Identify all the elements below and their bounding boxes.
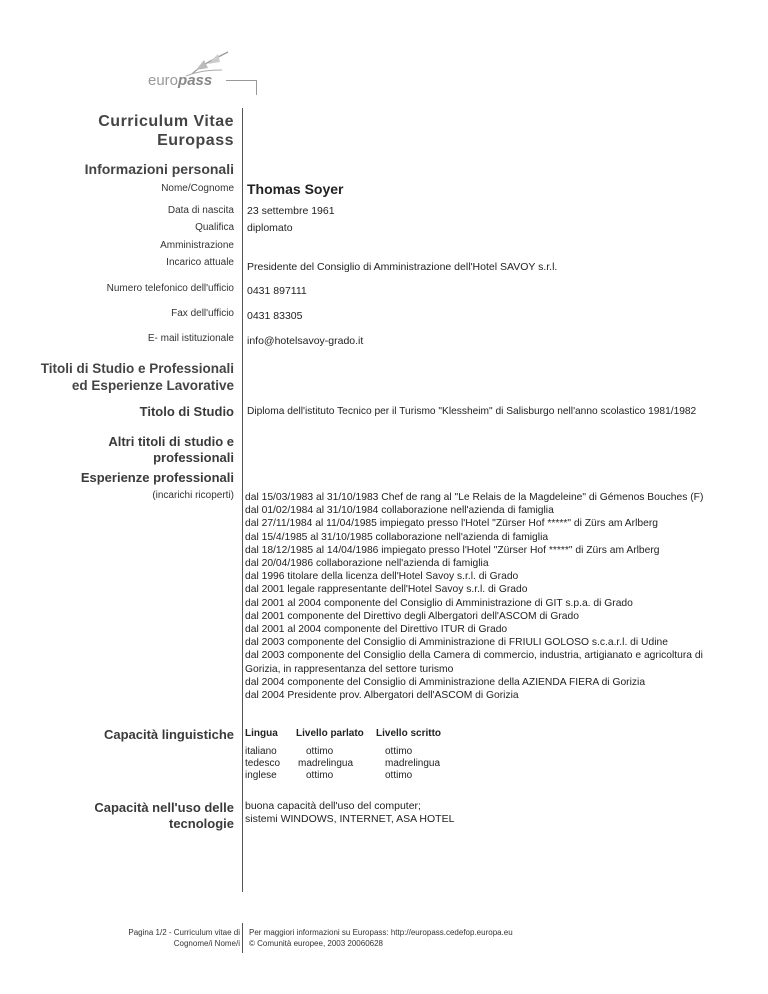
languages-col-parlato: Livello parlato <box>296 728 364 739</box>
label-data-nascita: Data di nascita <box>167 205 234 216</box>
languages-written-column <box>385 746 440 782</box>
label-fax-ufficio: Fax dell'ufficio <box>171 308 234 319</box>
footer-divider <box>242 923 243 953</box>
study-title-label: Titolo di Studio <box>139 404 234 419</box>
titles-heading-line1: Titoli di Studio e Professionali <box>40 361 234 376</box>
language-name: tedesco <box>245 758 281 769</box>
languages-spoken-column <box>298 746 354 782</box>
language-name: italiano <box>245 746 277 757</box>
language-spoken-level: ottimo <box>306 746 334 757</box>
column-divider <box>242 108 243 892</box>
languages-lang-column <box>245 746 280 782</box>
footer-left <box>128 927 240 949</box>
experience-item: dal 1996 titolare della licenza dell'Hotel Savoy s.r.l. di Grado <box>245 571 519 583</box>
label-qualifica: Qualifica <box>195 222 234 233</box>
experience-item: dal 20/04/1986 collaborazione nell'azienda di famiglia <box>245 558 489 570</box>
other-titles-line1: Altri titoli di studio e <box>108 434 234 449</box>
experience-item: dal 2001 componente del Direttivo degli Albergatori dell'ASCOM di Grado <box>245 610 579 622</box>
footer-right <box>249 927 513 949</box>
value-fax-ufficio: 0431 83305 <box>247 310 303 322</box>
experience-heading: Esperienze professionali <box>80 470 234 485</box>
value-data-nascita: 23 settembre 1961 <box>247 205 335 217</box>
value-email: info@hotelsavoy-grado.it <box>247 335 364 347</box>
experience-item: dal 2003 componente del Consiglio di Amministrazione di FRIULI GOLOSO s.c.a.r.l. di Udine <box>245 637 668 649</box>
logo-text-euro: euro <box>148 72 179 89</box>
languages-heading: Capacità linguistiche <box>103 727 234 742</box>
experience-item: dal 18/12/1985 al 14/04/1986 impiegato presso l'Hotel "Zürser Hof *****" di Zürs am Arlberg <box>245 544 660 556</box>
language-name: inglese <box>245 770 277 781</box>
tech-heading-line1: Capacità nell'uso delle <box>94 800 234 815</box>
personal-info-heading: Informazioni personali <box>84 161 234 177</box>
logo-bracket <box>226 80 257 95</box>
logo-text-pass: pass <box>178 72 213 89</box>
cv-title-line1: Curriculum Vitae <box>98 113 234 130</box>
value-telefono-ufficio: 0431 897111 <box>247 285 307 297</box>
experience-item: dal 2001 al 2004 componente del Direttivo ITUR di Grado <box>245 624 508 636</box>
experience-item: dal 2003 componente del Consiglio della Camera di commercio, industria, artigianato e agricoltura di <box>245 650 703 662</box>
experience-list <box>245 491 703 702</box>
experience-item: dal 2001 legale rappresentante dell'Hotel Savoy s.r.l. di Grado <box>245 584 528 596</box>
label-email: E- mail istituzionale <box>147 333 234 344</box>
tech-line1: buona capacità dell'uso del computer; <box>245 800 421 812</box>
experience-item: dal 27/11/1984 al 11/04/1985 impiegato presso l'Hotel "Zürser Hof *****" di Zürs am Arlberg <box>245 518 658 530</box>
footer-page-info: Pagina 1/2 - Curriculum vitae di <box>128 928 240 937</box>
value-nome-cognome: Thomas Soyer <box>247 181 344 197</box>
value-incarico-attuale: Presidente del Consiglio di Amministrazione dell'Hotel SAVOY s.r.l. <box>247 261 558 273</box>
value-qualifica: diplomato <box>247 222 293 234</box>
study-title-value: Diploma dell'istituto Tecnico per il Turismo "Klessheim" di Salisburgo nell'anno scolastico 1981/1982 <box>247 406 697 417</box>
experience-item: Gorizia, in rappresentanza del settore turismo <box>245 663 454 675</box>
experience-item: dal 2004 componente del Consiglio di Amministrazione della AZIENDA FIERA di Gorizia <box>245 676 646 688</box>
experience-item: dal 01/02/1984 al 31/10/1984 collaborazione nell'azienda di famiglia <box>245 505 554 517</box>
other-titles-line2: professionali <box>153 450 234 465</box>
language-written-level: madrelingua <box>385 758 441 769</box>
label-incarico-attuale: Incarico attuale <box>166 257 234 268</box>
language-written-level: ottimo <box>385 770 413 781</box>
label-nome-cognome: Nome/Cognome <box>161 183 234 194</box>
experience-subheading: (incarichi ricoperti) <box>152 490 234 501</box>
footer-info-link: Per maggiori informazioni su Europass: http://europass.cedefop.europa.eu <box>249 928 513 937</box>
experience-item: dal 15/03/1983 al 31/10/1983 Chef de rang al "Le Relais de la Magdeleine" di Gémenos Bouches (F) <box>245 492 704 503</box>
tech-line2: sistemi WINDOWS, INTERNET, ASA HOTEL <box>245 813 455 825</box>
footer-name: Cognome/i Nome/i <box>173 939 240 948</box>
europass-logo <box>148 48 258 98</box>
experience-item: dal 15/4/1985 al 31/10/1985 collaborazione nell'azienda di famiglia <box>245 531 549 543</box>
cv-title-line2: Europass <box>157 132 234 149</box>
label-telefono-ufficio: Numero telefonico dell'ufficio <box>106 283 234 294</box>
languages-col-scritto: Livello scritto <box>376 728 442 739</box>
languages-col-lingua: Lingua <box>245 728 278 739</box>
experience-item: dal 2004 Presidente prov. Albergatori dell'ASCOM di Gorizia <box>245 690 519 702</box>
language-spoken-level: ottimo <box>306 770 334 781</box>
label-amministrazione: Amministrazione <box>160 240 234 251</box>
language-spoken-level: madrelingua <box>298 758 354 769</box>
experience-item: dal 2001 al 2004 componente del Consiglio di Amministrazione di GIT s.p.a. di Grado <box>245 597 633 609</box>
language-written-level: ottimo <box>385 746 413 757</box>
tech-heading-line2: tecnologie <box>168 816 234 831</box>
titles-heading-line2: ed Esperienze Lavorative <box>71 378 234 393</box>
footer-copyright: © Comunità europee, 2003 20060628 <box>249 939 383 948</box>
